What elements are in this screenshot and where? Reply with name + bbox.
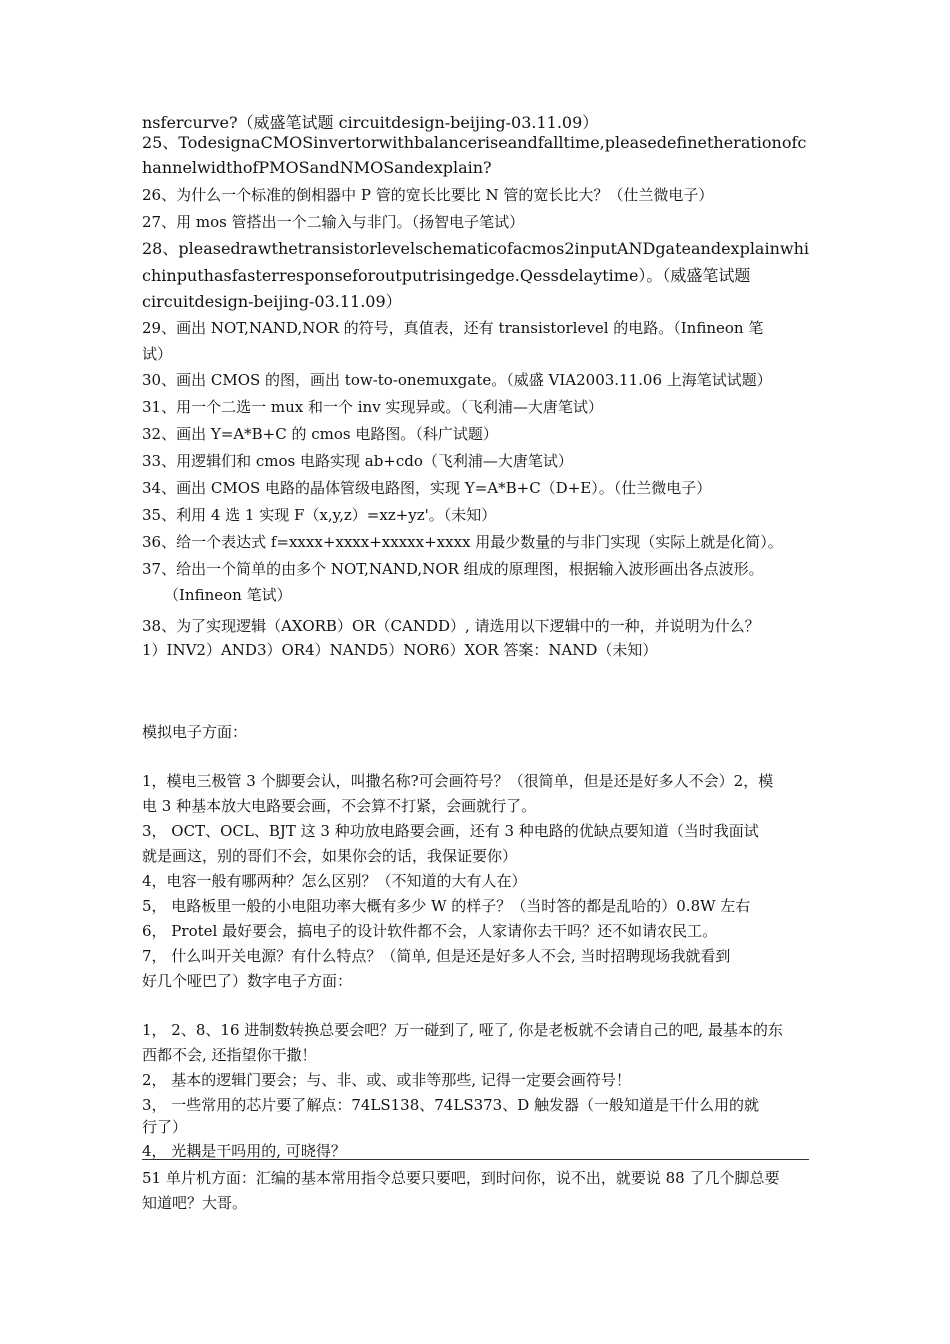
text-line: 行了） — [142, 1118, 188, 1136]
text-line: circuitdesign-beijing-03.11.09） — [142, 292, 402, 311]
text-line: 25、TodesignaCMOSinvertorwithbalanceriseandfalltime,pleasedefinetherationofc — [142, 133, 807, 152]
text-line: 西都不会, 还指望你干撒！ — [142, 1046, 317, 1064]
text-line: 32、画出 Y=A*B+C 的 cmos 电路图。（科广试题） — [142, 425, 498, 443]
text-line: 4， 光耦是干吗用的, 可晓得？ — [142, 1142, 346, 1160]
text-line: 1）INV2）AND3）OR4）NAND5）NOR6）XOR 答案：NAND（未知） — [142, 641, 658, 659]
text-line: 3， 一些常用的芯片要了解点：74LS138、74LS373、D 触发器（一般知道是干什么用的就 — [142, 1096, 760, 1114]
text-line: 27、用 mos 管搭出一个二输入与非门。（扬智电子笔试） — [142, 213, 525, 231]
text-line: 就是画这，别的哥们不会，如果你会的话，我保证要你） — [142, 847, 518, 865]
text-line: 51 单片机方面：汇编的基本常用指令总要只要吧，到时问你，说不出，就要说 88 了几个脚总要 — [142, 1169, 780, 1187]
text-line: 34、画出 CMOS 电路的晶体管级电路图，实现 Y=A*B+C（D+E）。（仕兰微电子） — [142, 479, 712, 497]
text-line: （Infineon 笔试） — [164, 586, 292, 604]
text-line: 36、给一个表达式 f=xxxx+xxxx+xxxxx+xxxx 用最少数量的与非门实现（实际上就是化简）。 — [142, 533, 783, 551]
text-line: 38、为了实现逻辑（AXORB）OR（CANDD）, 请选用以下逻辑中的一种，并说明为什么？ — [142, 617, 760, 635]
text-line: nsfercurve?（威盛笔试题 circuitdesign-beijing-03.11.09） — [142, 113, 599, 132]
text-line: 知道吧？大哥。 — [142, 1194, 248, 1212]
text-line: 5， 电路板里一般的小电阻功率大概有多少 W 的样子？（当时答的都是乱哈的）0.8W 左右 — [142, 897, 751, 915]
text-line: 37、给出一个简单的由多个 NOT,NAND,NOR 组成的原理图，根据输入波形画出各点波形。 — [142, 560, 764, 578]
text-line: 试） — [142, 345, 173, 363]
text-line: 2， 基本的逻辑门要会；与、非、或、或非等那些, 记得一定要会画符号！ — [142, 1071, 631, 1089]
text-line: 1，模电三极管 3 个脚要会认，叫撒名称?可会画符号？（很简单，但是还是好多人不会）2，模 — [142, 772, 774, 790]
text-line: 电 3 种基本放大电路要会画，不会算不打紧，会画就行了。 — [142, 797, 537, 815]
text-line: 31、用一个二选一 mux 和一个 inv 实现异或。（飞利浦—大唐笔试） — [142, 398, 603, 416]
text-line: hannelwidthofPMOSandNMOSandexplain? — [142, 158, 492, 177]
horizontal-rule — [142, 1159, 809, 1160]
text-line: 33、用逻辑们和 cmos 电路实现 ab+cdo（飞利浦—大唐笔试） — [142, 452, 573, 470]
text-line: 3， OCT、OCL、BJT 这 3 种功放电路要会画，还有 3 种电路的优缺点要知道（当时我面试 — [142, 822, 759, 840]
text-line: chinputhasfasterresponseforoutputrisingedge.Qessdelaytime）。（威盛笔试题 — [142, 266, 751, 285]
text-line: 好几个哑巴了）数字电子方面： — [142, 972, 353, 990]
section-heading: 模拟电子方面： — [142, 723, 248, 741]
text-line: 29、画出 NOT,NAND,NOR 的符号，真值表，还有 transistorlevel 的电路。（Infineon 笔 — [142, 319, 764, 337]
text-line: 35、利用 4 选 1 实现 F（x,y,z）=xz+yz'。（未知） — [142, 506, 497, 524]
text-line: 7， 什么叫开关电源？有什么特点？（简单, 但是还是好多人不会, 当时招聘现场我就看到 — [142, 947, 731, 965]
text-line: 30、画出 CMOS 的图，画出 tow-to-onemuxgate。（威盛 VIA2003.11.06 上海笔试试题） — [142, 371, 772, 389]
text-line: 28、pleasedrawthetransistorlevelschematicofacmos2inputANDgateandexplainwhi — [142, 239, 810, 258]
text-line: 4，电容一般有哪两种？怎么区别？（不知道的大有人在） — [142, 872, 527, 890]
text-line: 6， Protel 最好要会，搞电子的设计软件都不会，人家请你去干吗？还不如请农民工。 — [142, 922, 718, 940]
text-line: 1， 2、8、16 进制数转换总要会吧？万一碰到了, 哑了, 你是老板就不会请自己的吧, 最基本的东 — [142, 1021, 783, 1039]
text-line: 26、为什么一个标准的倒相器中 P 管的宽长比要比 N 管的宽长比大？（仕兰微电子） — [142, 186, 714, 204]
